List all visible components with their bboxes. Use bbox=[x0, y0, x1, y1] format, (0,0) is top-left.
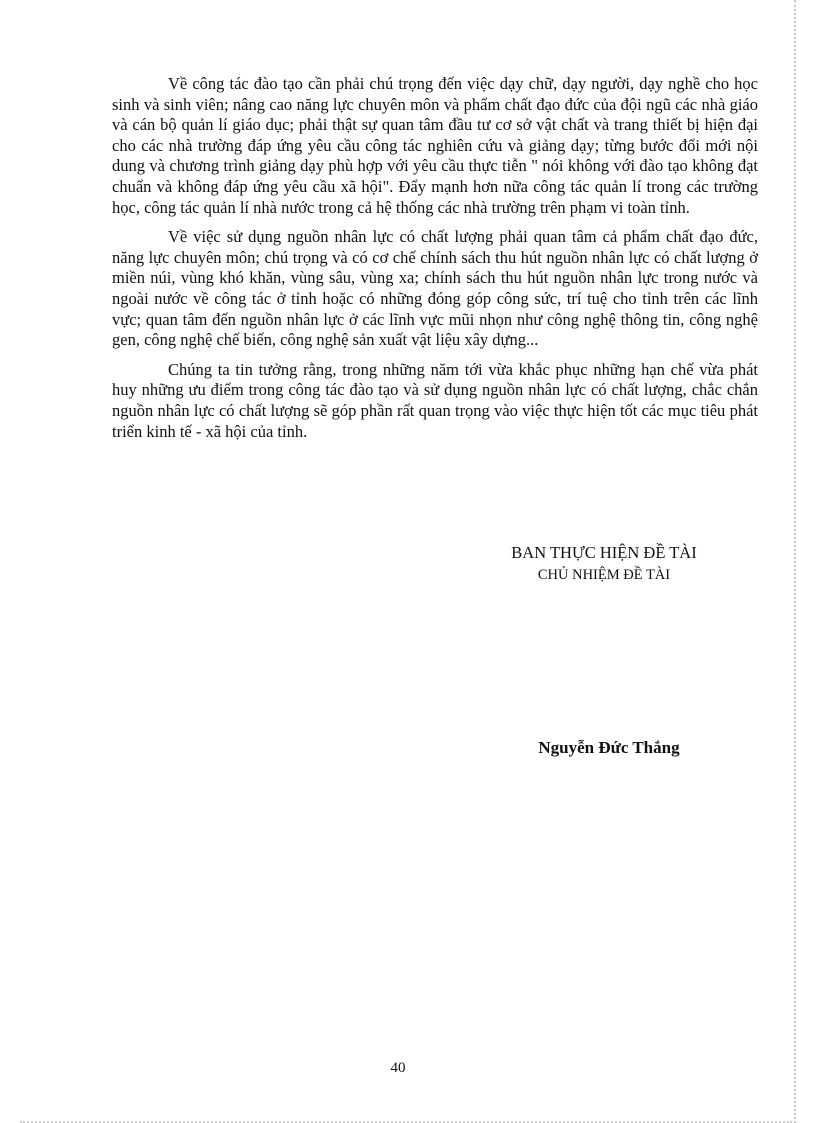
page-number: 40 bbox=[390, 1060, 406, 1076]
signature-organization: BAN THỰC HIỆN ĐỀ TÀI bbox=[511, 543, 697, 562]
document-body bbox=[112, 74, 758, 451]
signature-role: CHỦ NHIỆM ĐỀ TÀI bbox=[537, 567, 671, 583]
paragraph-conclusion: Chúng ta tin tưởng rằng, trong những năm tới vừa khắc phục những hạn chế vừa phát huy những ưu điểm trong công tác đào tạo và sử dụng nguồn nhân lực có chất lượng, chắc chắn nguồn nhân lực có chất lượng sẽ góp phần rất quan trọng vào việc thực hiện tốt các mục tiêu phát triển kinh tế - xã hội của tỉnh. bbox=[112, 359, 758, 441]
paragraph-training: Về công tác đào tạo cần phải chú trọng đến việc dạy chữ, dạy người, dạy nghề cho học sinh và sinh viên; nâng cao năng lực chuyên môn và phẩm chất đạo đức của đội ngũ các nhà giáo và cán bộ quản lí giáo dục; phải thật sự quan tâm đầu tư cơ sở vật chất và trang thiết bị hiện đại cho các nhà trường đáp ứng yêu cầu công tác nghiên cứu và giảng dạy; từng bước đổi mới nội dung và chương trình giảng dạy phù hợp với yêu cầu thực tiễn " nói không với đào tạo không đạt chuẩn và không đáp ứng yêu cầu xã hội". Đẩy mạnh hơn nữa công tác quản lí trong các trường học, công tác quản lí nhà nước trong cả hệ thống các nhà trường trên phạm vi toàn tỉnh. bbox=[112, 74, 758, 217]
signature-block bbox=[470, 542, 738, 586]
paragraph-utilization: Về việc sử dụng nguồn nhân lực có chất lượng phải quan tâm cả phẩm chất đạo đức, năng lực chuyên môn; chú trọng và có cơ chế chính sách thu hút nguồn nhân lực có chất lượng ở miền núi, vùng khó khăn, vùng sâu, vùng xa; chính sách thu hút nguồn nhân lực trong nước và ngoài nước về công tác ở tỉnh hoặc có những đóng góp công sức, trí tuệ cho tỉnh trên các lĩnh vực; quan tâm đến nguồn nhân lực ở các lĩnh vực mũi nhọn như công nghệ thông tin, công nghệ gen, công nghệ chế biến, công nghệ sản xuất vật liệu xây dựng... bbox=[112, 227, 758, 350]
signer-name: Nguyễn Đức Thắng bbox=[538, 738, 680, 757]
